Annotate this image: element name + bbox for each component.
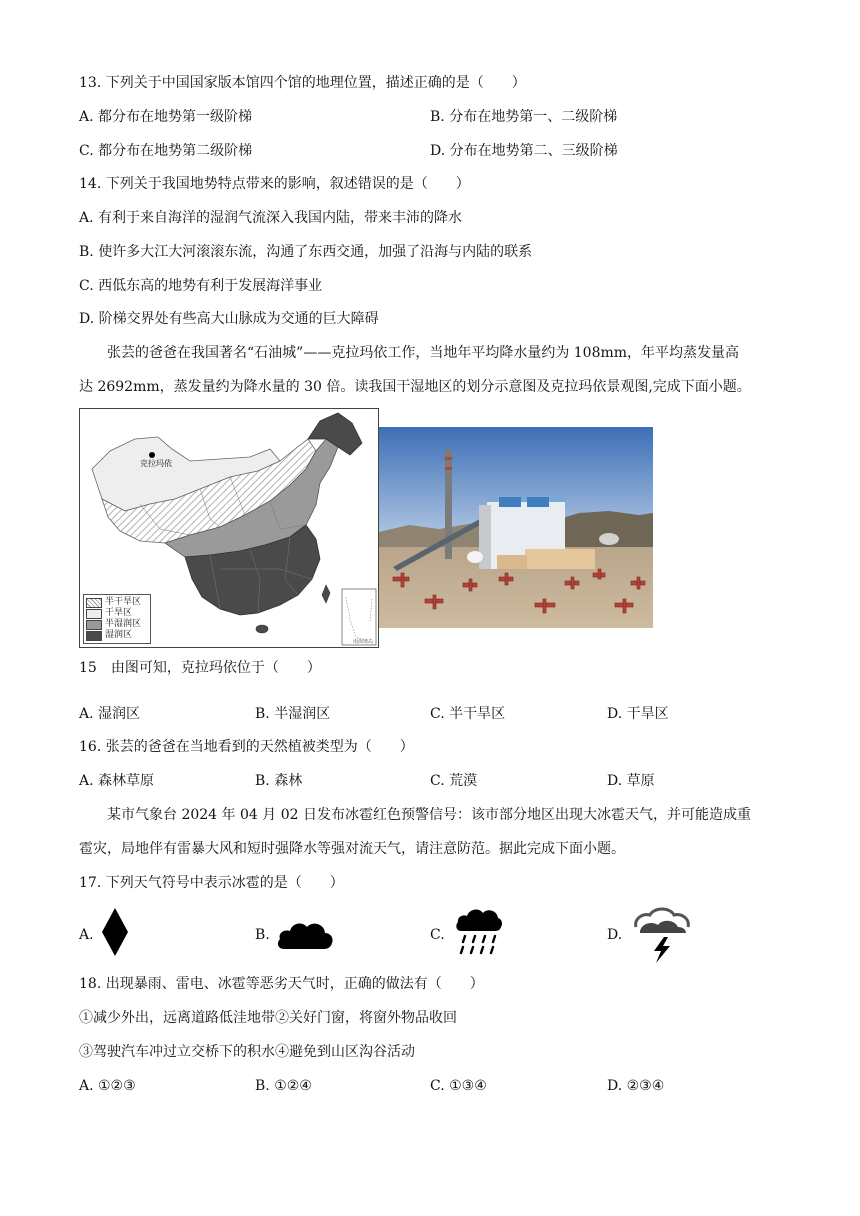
q15-option-c: C. 半干旱区: [430, 706, 506, 722]
legend-semi-arid: [86, 597, 148, 608]
taiwan-island: [322, 585, 330, 603]
legend-semi-humid: [86, 619, 148, 630]
map-legend: [83, 594, 151, 644]
q18-option-a: A. ①②③: [79, 1078, 136, 1094]
q17-option-c: C.: [430, 927, 445, 943]
q15-option-d: D. 干旱区: [607, 706, 669, 722]
hail-diamond-icon: [100, 907, 130, 957]
legend-label: 干旱区: [105, 608, 133, 618]
q17-stem: 17. 下列天气符号中表示冰雹的是（ ）: [79, 875, 344, 891]
q14-option-a: A. 有利于来自海洋的湿润气流深入我国内陆，带来丰沛的降水: [79, 210, 463, 226]
q15-stem: 15 由图可知，克拉玛依位于（ ）: [79, 660, 321, 676]
q18-option-b: B. ①②④: [255, 1078, 312, 1094]
overcast-cloud-icon: [276, 915, 334, 951]
legend-label: 半干旱区: [105, 597, 142, 607]
q13-option-d: D. 分布在地势第二、三级阶梯: [430, 143, 618, 159]
q13-option-c: C. 都分布在地势第二级阶梯: [79, 143, 253, 159]
q16-option-d: D. 草原: [607, 773, 655, 789]
q17-option-a: A.: [79, 927, 94, 943]
q13-option-b: B. 分布在地势第一、二级阶梯: [430, 109, 618, 125]
q17-option-d: D.: [607, 927, 623, 943]
legend-label: 半湿润区: [105, 619, 142, 629]
inset-label: 南海诸岛: [352, 639, 373, 645]
karamay-dot: [149, 452, 155, 458]
karamay-landscape-photo: [379, 427, 653, 628]
legend-arid: [86, 608, 148, 619]
passage1-line2: 达 2692mm，蒸发量约为降水量的 30 倍。读我国干湿地区的划分示意图及克拉玛依景观图,完成下面小题。: [79, 379, 751, 395]
landscape-drawing: [379, 427, 653, 628]
q16-option-c: C. 荒漠: [430, 773, 478, 789]
q18-option-c: C. ①③④: [430, 1078, 487, 1094]
q16-stem: 16. 张芸的爸爸在当地看到的天然植被类型为（ ）: [79, 739, 414, 755]
semi-arid-swatch: [86, 598, 102, 608]
passage2-line2: 雹灾，局地伴有雷暴大风和短时强降水等强对流天气，请注意防范。据此完成下面小题。: [79, 841, 625, 857]
heavy-rain-icon: [455, 905, 503, 957]
q18-stem: 18. 出现暴雨、雷电、冰雹等恶劣天气时，正确的做法有（ ）: [79, 976, 484, 992]
q14-option-c: C. 西低东高的地势有利于发展海洋事业: [79, 278, 323, 294]
humid-swatch: [86, 631, 102, 641]
q17-option-b: B.: [255, 927, 270, 943]
q15-option-b: B. 半湿润区: [255, 706, 331, 722]
hainan-island: [256, 625, 268, 633]
passage1-line1: 张芸的爸爸在我国著名“石油城”——克拉玛依工作，当地年平均降水量约为 108mm，年平均蒸发量高: [107, 345, 740, 361]
legend-humid: [86, 630, 148, 641]
q15-option-a: A. 湿润区: [79, 706, 141, 722]
arid-swatch: [86, 609, 102, 619]
south-sea-inset: [342, 589, 376, 645]
q14-option-d: D. 阶梯交界处有些高大山脉成为交通的巨大障碍: [79, 311, 379, 327]
thunderstorm-icon: [630, 905, 694, 963]
q18-option-d: D. ②③④: [607, 1078, 665, 1094]
q14-stem: 14. 下列关于我国地势特点带来的影响，叙述错误的是（ ）: [79, 176, 470, 192]
karamay-label: 克拉玛依: [140, 459, 172, 468]
semi-humid-swatch: [86, 620, 102, 630]
q16-option-b: B. 森林: [255, 773, 303, 789]
passage2-line1: 某市气象台 2024 年 04 月 02 日发布冰雹红色预警信号：该市部分地区出现大冰雹天气，并可能造成重: [107, 807, 751, 823]
q18-statements-2: ③驾驶汽车冲过立交桥下的积水④避免到山区沟谷活动: [79, 1044, 415, 1060]
q14-option-b: B. 使许多大江大河滚滚东流，沟通了东西交通，加强了沿海与内陆的联系: [79, 244, 533, 260]
q18-statements-1: ①减少外出，远离道路低洼地带②关好门窗，将窗外物品收回: [79, 1010, 457, 1026]
china-dry-wet-map: [79, 408, 379, 648]
q13-option-a: A. 都分布在地势第一级阶梯: [79, 109, 253, 125]
q16-option-a: A. 森林草原: [79, 773, 155, 789]
q13-stem: 13. 下列关于中国国家版本馆四个馆的地理位置，描述正确的是（ ）: [79, 75, 526, 91]
legend-label: 湿润区: [105, 630, 133, 640]
